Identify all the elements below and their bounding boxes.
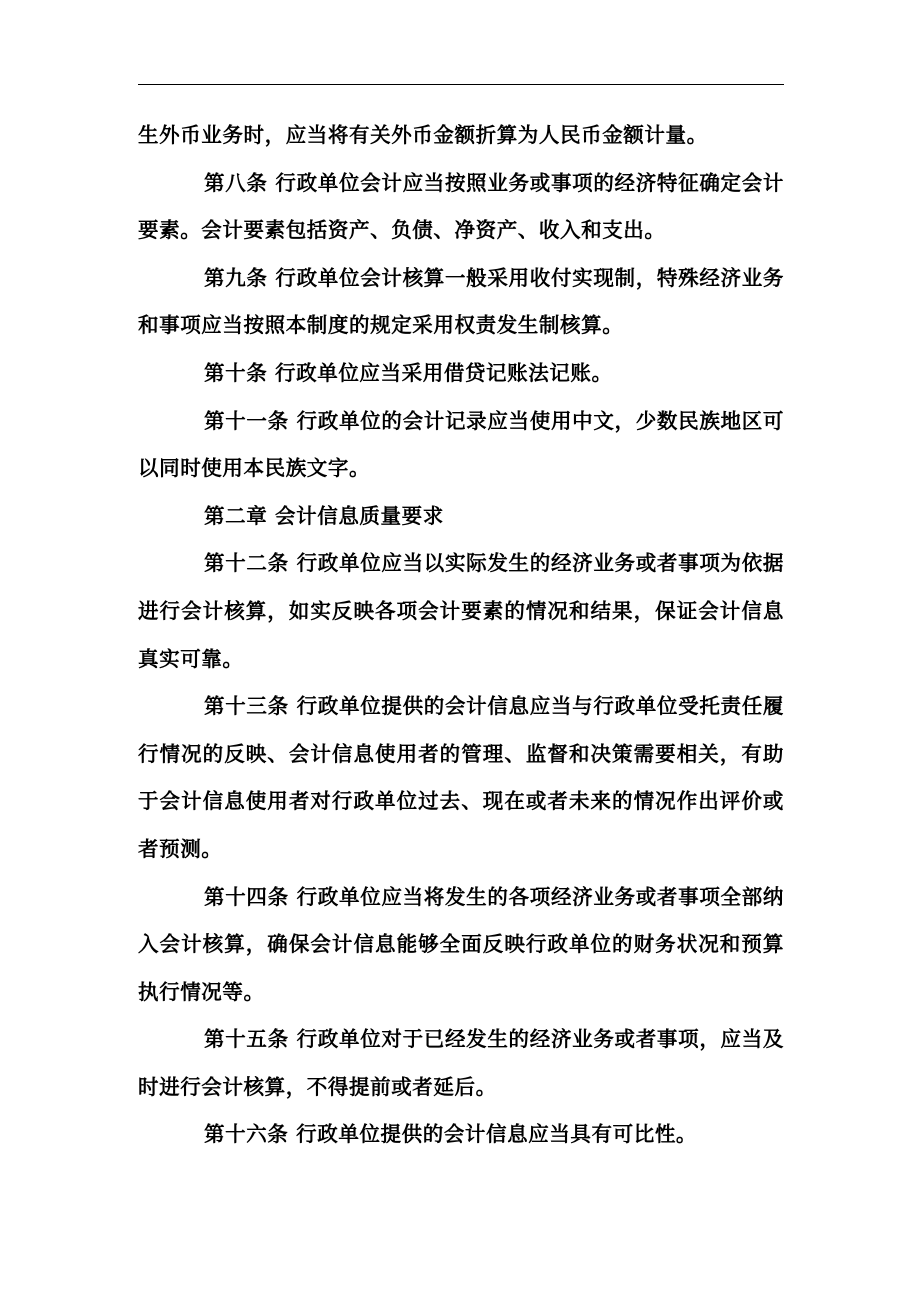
- chapter-2-heading: 第二章 会计信息质量要求: [204, 503, 444, 528]
- article-12: 第十二条 行政单位应当以实际发生的经济业务或者事项为依据进行会计核算，如实反映各项会计要素的情况和结果，保证会计信息真实可靠。: [138, 551, 784, 671]
- article-15: 第十五条 行政单位对于已经发生的经济业务或者事项，应当及时进行会计核算，不得提前或者延后。: [138, 1027, 784, 1099]
- header-rule: [138, 84, 784, 85]
- article-13: 第十三条 行政单位提供的会计信息应当与行政单位受托责任履行情况的反映、会计信息使用者的管理、监督和决策需要相关，有助于会计信息使用者对行政单位过去、现在或者未来的情况作出评价或者预测。: [138, 694, 784, 861]
- article-11: 第十一条 行政单位的会计记录应当使用中文，少数民族地区可以同时使用本民族文字。: [138, 408, 784, 481]
- article-9: 第九条 行政单位会计核算一般采用收付实现制，特殊经济业务和事项应当按照本制度的规定采用权责发生制核算。: [138, 265, 784, 338]
- article-8: 第八条 行政单位会计应当按照业务或事项的经济特征确定会计要素。会计要素包括资产、负债、净资产、收入和支出。: [138, 170, 784, 243]
- document-body: [138, 112, 784, 1159]
- article-14: 第十四条 行政单位应当将发生的各项经济业务或者事项全部纳入会计核算，确保会计信息能够全面反映行政单位的财务状况和预算执行情况等。: [138, 884, 784, 1004]
- article-10: 第十条 行政单位应当采用借贷记账法记账。: [204, 360, 613, 385]
- article-16: 第十六条 行政单位提供的会计信息应当具有可比性。: [204, 1122, 698, 1147]
- paragraph-continuation: 生外币业务时，应当将有关外币金额折算为人民币金额计量。: [138, 123, 708, 147]
